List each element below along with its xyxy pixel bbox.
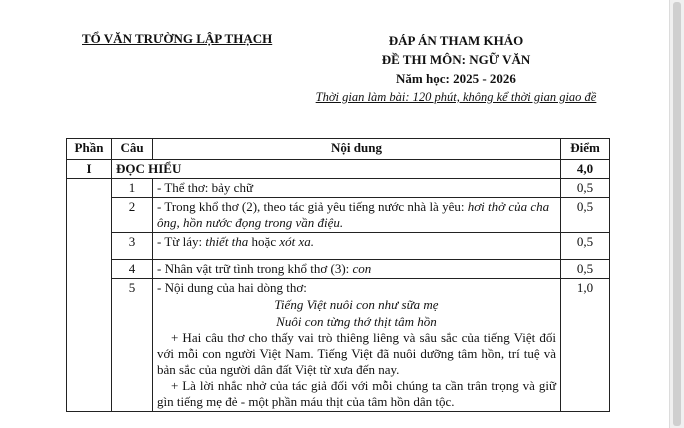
table-row	[67, 179, 610, 198]
section-number: I	[67, 160, 112, 179]
vertical-scrollbar[interactable]	[669, 0, 684, 428]
question-score: 0,5	[561, 179, 610, 198]
scrollbar-thumb[interactable]	[673, 2, 681, 426]
answer-text-plain: - Trong khổ thơ (2), theo tác giả yêu tiếng nước nhà là yêu:	[157, 199, 468, 214]
section-span-cell	[67, 179, 112, 412]
answer-text-plain: - Nhân vật trữ tình trong khổ thơ (3):	[157, 261, 353, 276]
col-header-cau: Câu	[112, 139, 153, 160]
school-year: Năm học: 2025 - 2026	[396, 71, 516, 86]
section-row	[67, 160, 610, 179]
answer-text: - Thể thơ: bảy chữ	[153, 179, 561, 198]
question-score: 0,5	[561, 260, 610, 279]
subject-line: ĐỀ THI MÔN: NGỮ VĂN	[381, 52, 531, 67]
school-name: TỔ VĂN TRƯỜNG LẬP THẠCH	[82, 31, 273, 46]
table-row	[67, 260, 610, 279]
question-number: 4	[112, 260, 153, 279]
table-row	[67, 279, 610, 412]
table-row	[67, 233, 610, 260]
question-number: 1	[112, 179, 153, 198]
answer-intro: - Nội dung của hai dòng thơ:	[157, 280, 307, 295]
answer-paragraph: + Hai câu thơ cho thấy vai trò thiêng liêng và sâu sắc của tiếng Việt đối với mỗi con người Việt Nam. Tiếng Việt đã nuôi dưỡng tâm hồn, trí tuệ và bản sắc của người dân đất Việt từ xưa đến nay.	[157, 330, 556, 377]
question-number: 3	[112, 233, 153, 260]
question-score: 1,0	[561, 279, 610, 412]
answer-paragraph: + Là lời nhắc nhở của tác giả đối với mỗi chúng ta cần trân trọng và giữ gìn tiếng mẹ đẻ - một phần máu thịt của tâm hồn dân tộc.	[157, 378, 556, 409]
exam-header	[300, 31, 612, 107]
table-header-row	[67, 139, 610, 160]
question-number: 5	[112, 279, 153, 412]
answer-text	[153, 279, 561, 412]
question-score: 0,5	[561, 198, 610, 233]
poem-line: Tiếng Việt nuôi con như sữa mẹ	[274, 297, 439, 312]
section-score: 4,0	[561, 160, 610, 179]
answer-text-italic: hơi thở của cha ông, hồn nước đọng trong vần điệu.	[157, 199, 550, 230]
answer-title: ĐÁP ÁN THAM KHẢO	[388, 33, 524, 48]
col-header-phan: Phần	[67, 139, 112, 160]
answer-text	[153, 198, 561, 233]
question-number: 2	[112, 198, 153, 233]
col-header-noidung: Nội dung	[153, 139, 561, 160]
col-header-diem: Điểm	[561, 139, 610, 160]
answer-text-italic: xót xa.	[279, 234, 314, 249]
answer-text	[153, 260, 561, 279]
answer-table	[66, 138, 610, 412]
section-title: ĐỌC HIỂU	[112, 160, 561, 179]
answer-text	[153, 233, 561, 260]
answer-text-italic: thiết tha	[205, 234, 249, 249]
poem-line: Nuôi con từng thớ thịt tâm hồn	[276, 314, 437, 329]
answer-text-italic: con	[352, 261, 372, 276]
answer-text-plain: - Từ láy:	[157, 234, 206, 249]
time-limit: Thời gian làm bài: 120 phút, không kể thời gian giao đề	[315, 90, 597, 104]
question-score: 0,5	[561, 233, 610, 260]
table-row	[67, 198, 610, 233]
answer-text-plain: hoặc	[248, 234, 280, 249]
